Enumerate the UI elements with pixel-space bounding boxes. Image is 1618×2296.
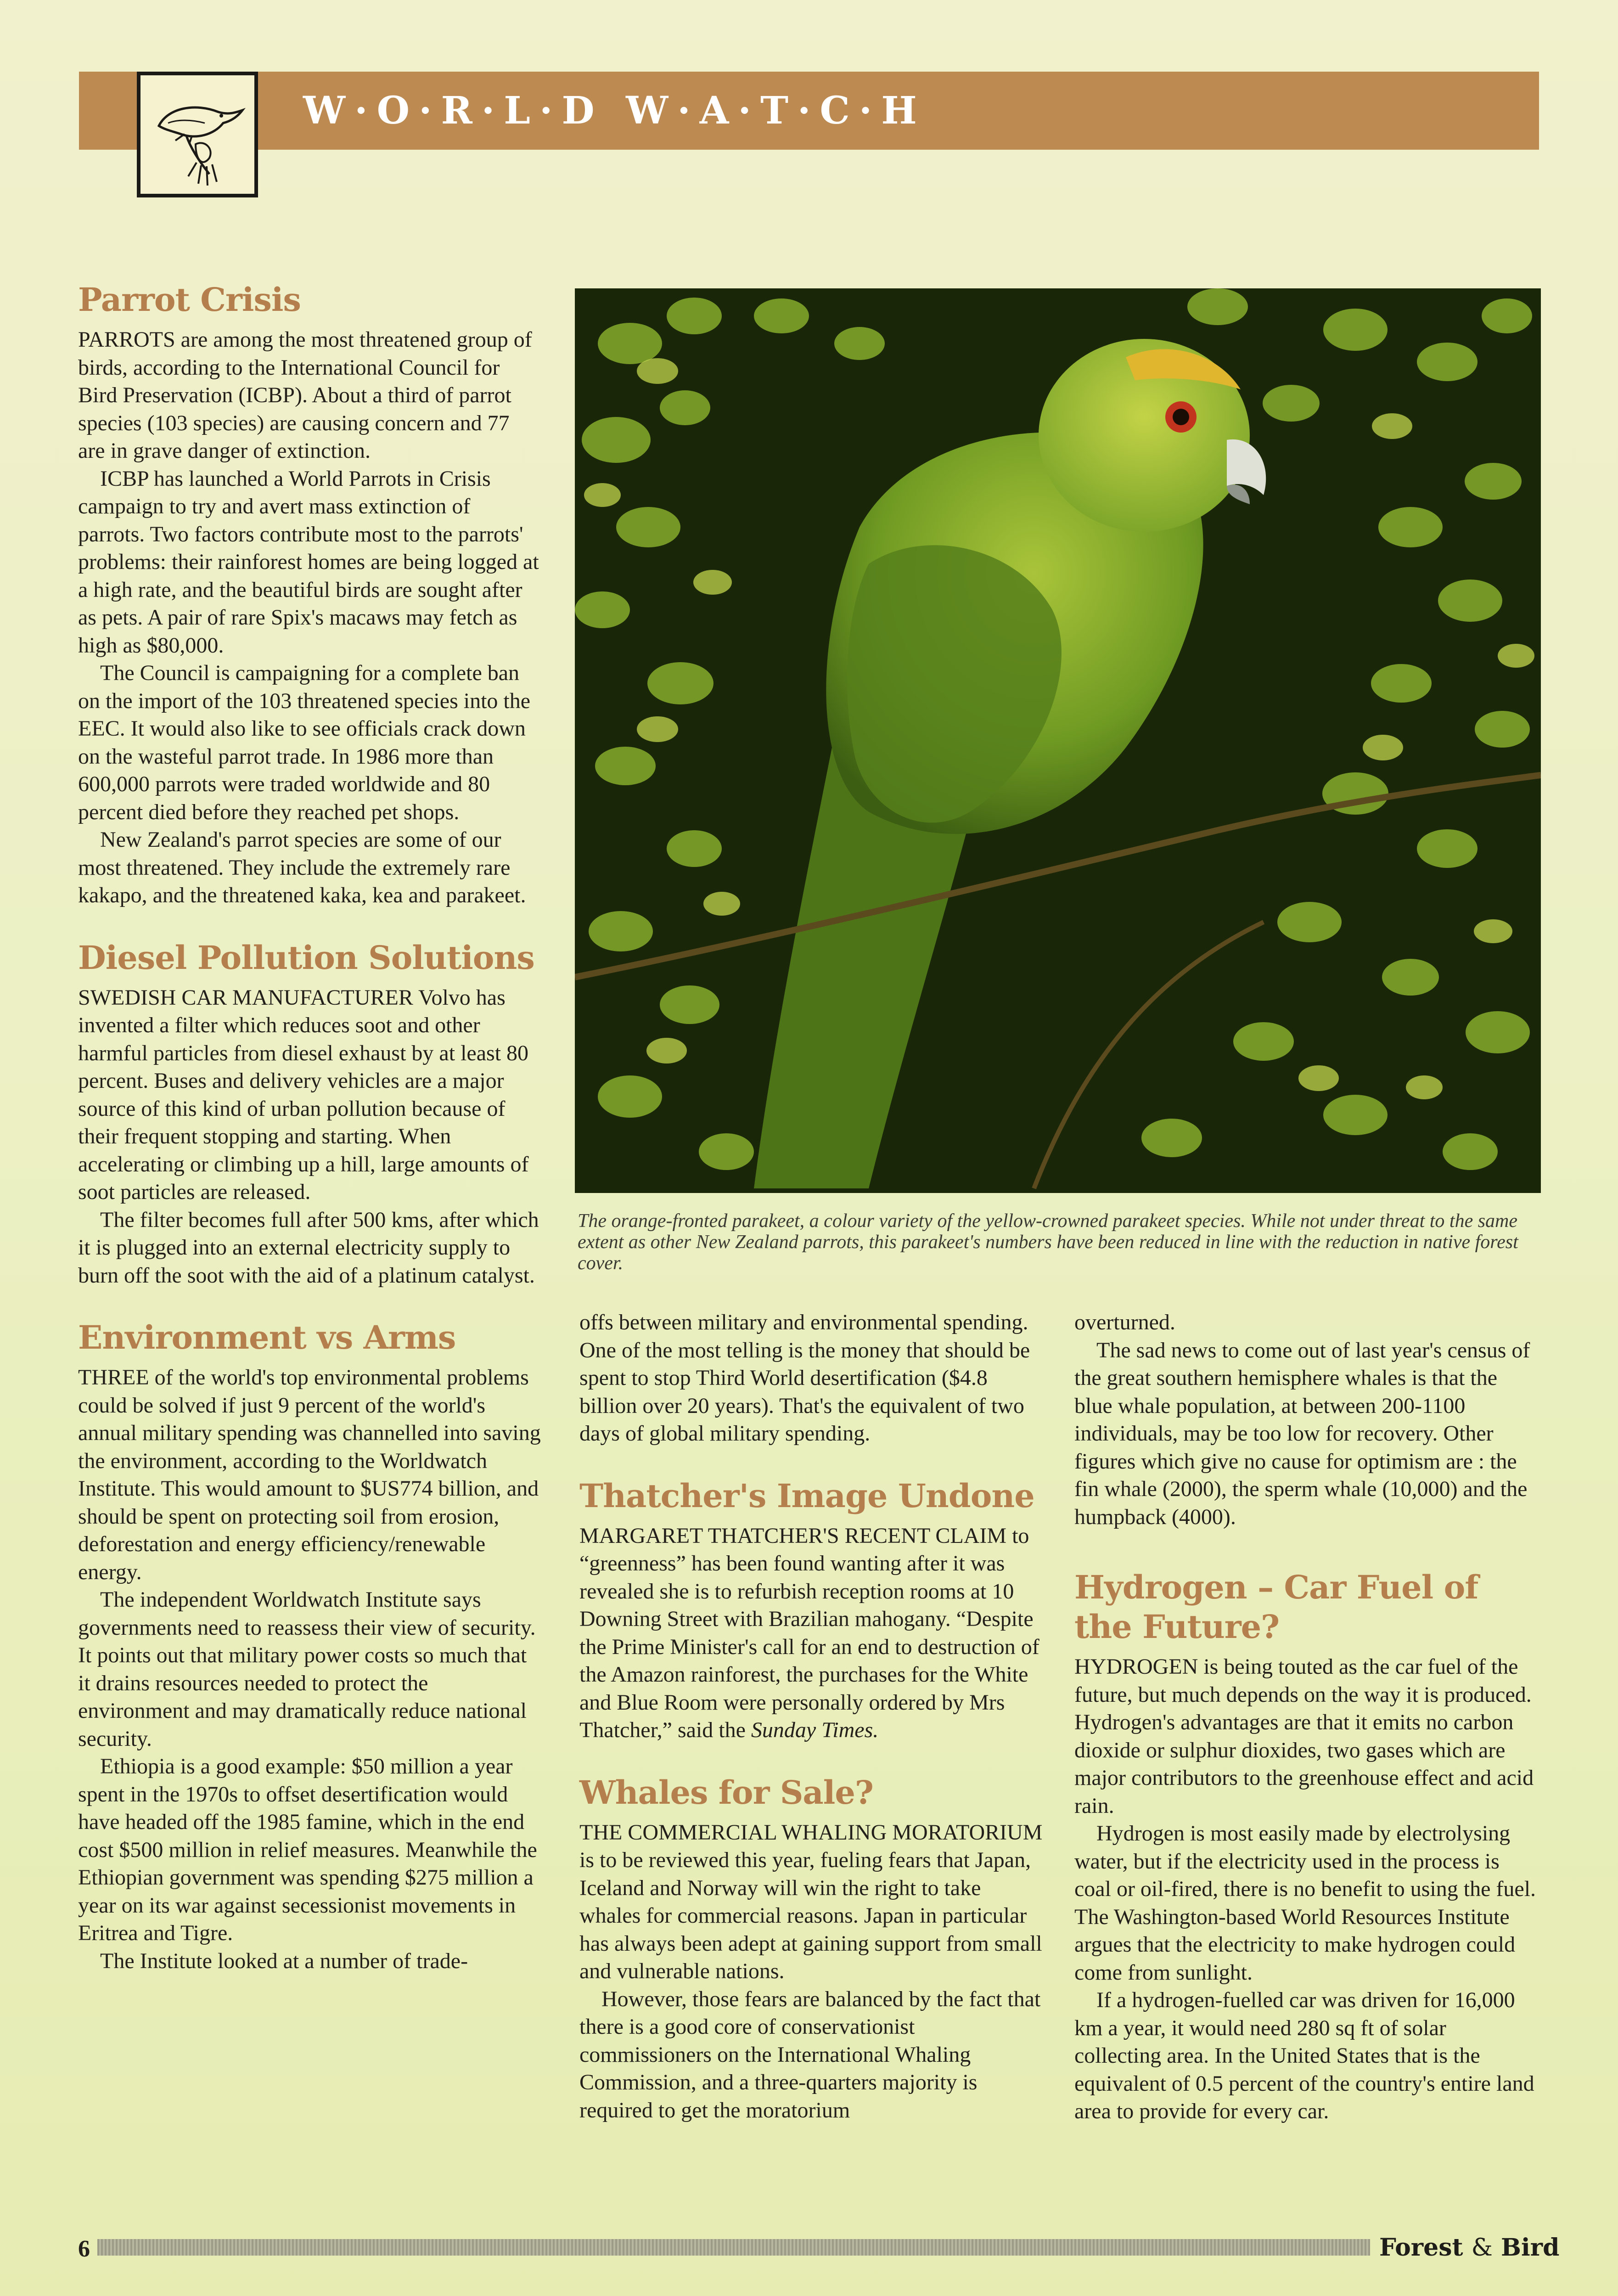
paragraph: SWEDISH CAR MANUFACTURER Volvo has invented a filter which reduces soot and other harmful particles from diesel exhaust by at least 80 percent. Buses and delivery vehicles are a major source of this kind of urban pollution because of their frequent stopping and starting. When accelerating or climbing up a hill, large amounts of soot particles are released. [78, 985, 529, 1204]
paragraph: HYDROGEN is being touted as the car fuel of the future, but much depends on the way it is produced. Hydrogen's advantages are that it emits no carbon dioxide or sulphur dioxides, two gases which are major contributors to the greenhouse effect and acid rain. [1074, 1654, 1534, 1818]
paragraph: ICBP has launched a World Parrots in Crisis campaign to try and avert mass extinction of parrots. Two factors contribute most to the parrots' problems: their rainforest homes are being logged at a high rate, and the beautiful birds are sought after as pets. A pair of rare Spix's macaws may fetch as high as $80,000. [78, 466, 539, 658]
magazine-ampersand: & [1471, 2234, 1493, 2262]
paragraph-continued: offs between military and environmental spending. One of the most telling is the money that should be spent to stop Third World desertification ($4.8 billion over 20 years). That's the equivalent of two days of global military spending. [579, 1310, 1030, 1446]
magazine-name [1379, 2234, 1560, 2262]
paragraph: THREE of the world's top environmental problems could be solved if just 9 percent of the world's annual military spending was channelled into saving the environment, according to the Worldwatch Institute. This would amount to $US774 billion, and should be spent on protecting soil from erosion, deforestation and energy efficiency/renewable energy. [78, 1365, 541, 1584]
paragraph: If a hydrogen-fuelled car was driven for 16,000 km a year, it would need 280 sq ft of solar collecting area. In the United States that is the equivalent of 0.5 percent of the country's entire land area to provide for every car. [1074, 1988, 1534, 2123]
paragraph: The independent Worldwatch Institute says governments need to reassess their view of security. It points out that military power costs so much that it drains resources needed to protect the environment and may dramatically reduce national security. [78, 1587, 536, 1751]
paragraph [579, 1522, 1043, 1745]
paragraph: New Zealand's parrot species are some of our most threatened. They include the extremely rare kakapo, and the threatened kaka, kea and parakeet. [78, 827, 526, 907]
section-title: W·O·R·L·D W·A·T·C·H [303, 89, 926, 133]
article-title-environment-arms: Environment vs Arms [78, 1318, 456, 1356]
paragraph-continued: overturned. [1074, 1310, 1175, 1334]
paragraph: Hydrogen is most easily made by electrolysing water, but if the electricity used in the process is coal or oil-fired, there is no benefit to using the fuel. The Washington-based World Resources Institute argues that the electricity to make hydrogen could come from sunlight. [1074, 1821, 1536, 1985]
paragraph: The Institute looked at a number of trade- [100, 1948, 468, 1973]
paragraph: The filter becomes full after 500 kms, after which it is plugged into an external electricity supply to burn off the soot with the aid of a platinum catalyst. [78, 1207, 539, 1288]
photo-caption: The orange-fronted parakeet, a colour variety of the yellow-crowned parakeet species. While not under threat to the same extent as other New Zealand parrots, this parakeet's numbers have been reduced in line with the reduction in native forest cover. [578, 1210, 1518, 1274]
thatcher-text: MARGARET THATCHER'S RECENT CLAIM to “greenness” has been found wanting after it was revealed she is to refurbish reception rooms at 10 Downing Street with Brazilian mahogany. “Despite the Prime Minister's call for an end to destruction of the Amazon rainforest, the purchases for the White and Blue Room were personally ordered by Mrs Thatcher,” said the [579, 1523, 1039, 1742]
paragraph: However, those fears are balanced by the fact that there is a good core of conservationist commissioners on the International Whaling Commission, and a three-quarters majority is required to get the moratorium [579, 1986, 1041, 2122]
left-column [78, 280, 542, 1975]
footer-rule [97, 2239, 1370, 2256]
paragraph: The Council is campaigning for a complete ban on the import of the 103 threatened species into the EEC. It would also like to see officials crack down on the wasteful parrot trade. In 1986 more than 600,000 parrots were traded worldwide and 80 percent died before they reached pet shops. [78, 661, 531, 824]
thatcher-source: Sunday Times. [751, 1718, 879, 1742]
article-title-whales: Whales for Sale? [579, 1773, 873, 1812]
article-title-parrot-crisis: Parrot Crisis [78, 281, 301, 319]
parakeet-illustration [575, 288, 1541, 1193]
paragraph: THE COMMERCIAL WHALING MORATORIUM is to be reviewed this year, fueling fears that Japan, Iceland and Norway will win the right to take whales for commercial reasons. Japan in particular has always been adept at gaining support from small and vulnerable nations. [579, 1820, 1043, 1983]
page-number: 6 [78, 2236, 90, 2262]
magazine-name-part: Forest [1379, 2234, 1472, 2262]
paragraph: Ethiopia is a good example: $50 million a year spent in the 1970s to offset desertification would have headed off the 1985 famine, which in the end cost $500 million in relief measures. Meanwhile the Ethiopian government was spending $275 million a year on its war against secessionist movements in Eritrea and Tigre. [78, 1754, 537, 1945]
magazine-name-part: Bird [1492, 2234, 1560, 2262]
section-logo [137, 72, 258, 197]
bird-on-branch-icon [140, 75, 254, 194]
article-title-thatcher: Thatcher's Image Undone [579, 1476, 1034, 1515]
paragraph: PARROTS are among the most threatened group of birds, according to the International Council for Bird Preservation (ICBP). About a third of parrot species (103 species) are causing concern and 77 are in grave danger of extinction. [78, 327, 532, 463]
article-title-diesel: Diesel Pollution Solutions [78, 938, 534, 977]
paragraph: The sad news to come out of last year's census of the great southern hemisphere whales is that the blue whale population, at between 200-1100 individuals, may be too low for recovery. Other figures which give no cause for optimism are : the fin whale (2000), the sperm whale (10,000) and the humpback (4000). [1074, 1338, 1530, 1529]
middle-column [579, 1309, 1043, 2124]
article-title-hydrogen: Hydrogen – Car Fuel of the Future? [1074, 1568, 1478, 1646]
parakeet-photo [575, 288, 1541, 1193]
right-column [1074, 1309, 1538, 2126]
